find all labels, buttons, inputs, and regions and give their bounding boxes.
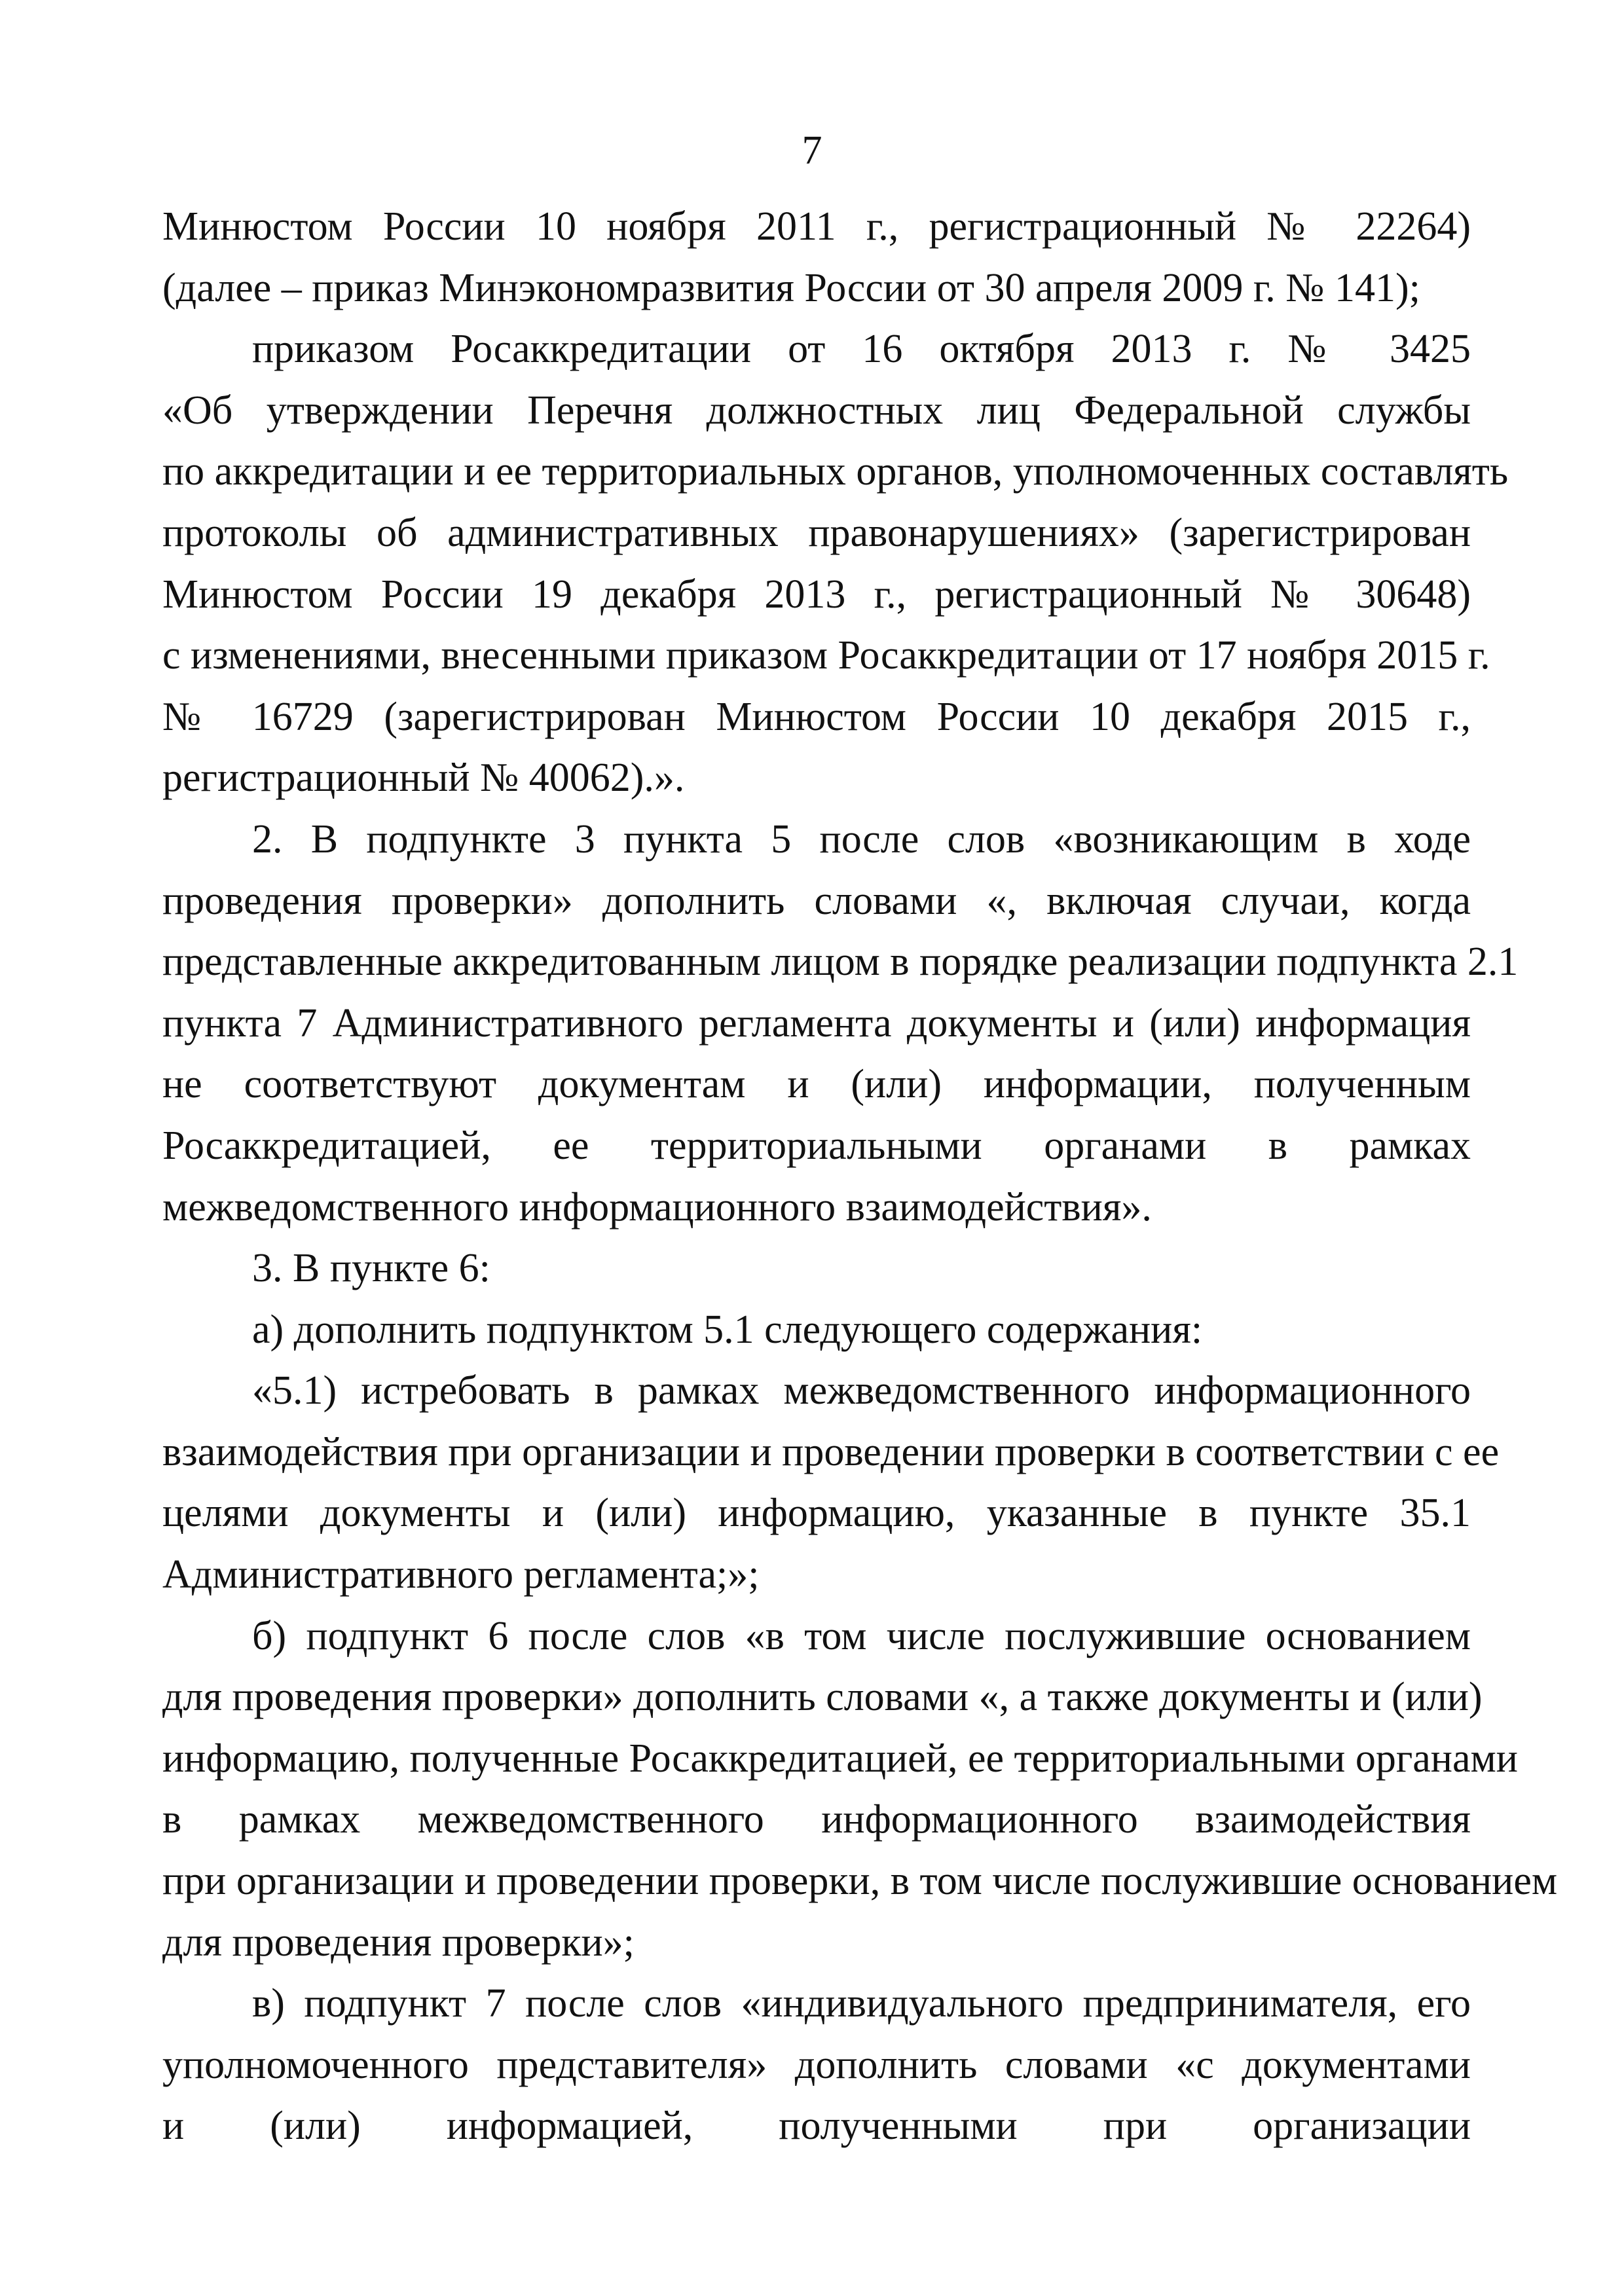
text-line: «Об утверждении Перечня должностных лиц Федеральной службы (162, 388, 1471, 433)
text-line: Росаккредитацией, ее территориальными органами в рамках (162, 1123, 1471, 1168)
text-line: (далее – приказ Минэкономразвития России от 30 апреля 2009 г. № 141); (162, 265, 1420, 310)
text-line: в) подпункт 7 после слов «индивидуального предпринимателя, его (252, 1981, 1471, 2026)
text-line: протоколы об административных правонарушениях» (зарегистрирован (162, 510, 1471, 555)
text-line: взаимодействия при организации и проведении проверки в соответствии с ее (162, 1429, 1500, 1474)
text-line: уполномоченного представителя» дополнить словами «с документами (162, 2042, 1471, 2087)
text-line: Административного регламента;»; (162, 1552, 760, 1597)
text-line: проведения проверки» дополнить словами «, включая случаи, когда (162, 878, 1471, 923)
text-line: представленные аккредитованным лицом в порядке реализации подпункта 2.1 (162, 939, 1519, 985)
text-line: и (или) информацией, полученными при организации (162, 2104, 1471, 2149)
text-line: Минюстом России 19 декабря 2013 г., регистрационный № 30648) (162, 572, 1471, 617)
text-line: регистрационный № 40062).». (162, 756, 685, 801)
text-line: для проведения проверки» дополнить словами «, а также документы и (или) (162, 1675, 1483, 1720)
page-number: 7 (802, 128, 822, 173)
text-line: пункта 7 Административного регламента документы и (или) информация (162, 1000, 1471, 1046)
text-line: приказом Росаккредитации от 16 октября 2013 г. № 3425 (252, 327, 1471, 372)
text-line: при организации и проведении проверки, в том числе послужившие основанием (162, 1859, 1558, 1904)
text-line: в рамках межведомственного информационного взаимодействия (162, 1797, 1471, 1842)
text-line: Минюстом России 10 ноября 2011 г., регистрационный № 22264) (162, 204, 1471, 249)
text-line: б) подпункт 6 после слов «в том числе послужившие основанием (252, 1613, 1471, 1658)
text-line: по аккредитации и ее территориальных органов, уполномоченных составлять (162, 449, 1509, 494)
text-line: а) дополнить подпунктом 5.1 следующего содержания: (252, 1307, 1203, 1352)
text-line: межведомственного информационного взаимодействия». (162, 1184, 1152, 1230)
text-line: информацию, полученные Росаккредитацией, ее территориальными органами (162, 1736, 1518, 1781)
text-line: 3. В пункте 6: (252, 1246, 490, 1291)
text-line: № 16729 (зарегистрирован Минюстом России 10 декабря 2015 г., (162, 694, 1471, 739)
document-body (162, 196, 1558, 2157)
text-line: «5.1) истребовать в рамках межведомственного информационного (252, 1368, 1471, 1413)
text-line: для проведения проверки»; (162, 1920, 635, 1965)
text-line: с изменениями, внесенными приказом Росаккредитации от 17 ноября 2015 г. (162, 633, 1490, 678)
text-line: 2. В подпункте 3 пункта 5 после слов «возникающим в ходе (252, 816, 1471, 862)
text-line: не соответствуют документам и (или) информации, полученным (162, 1062, 1471, 1107)
text-line: целями документы и (или) информацию, указанные в пункте 35.1 (162, 1491, 1471, 1536)
